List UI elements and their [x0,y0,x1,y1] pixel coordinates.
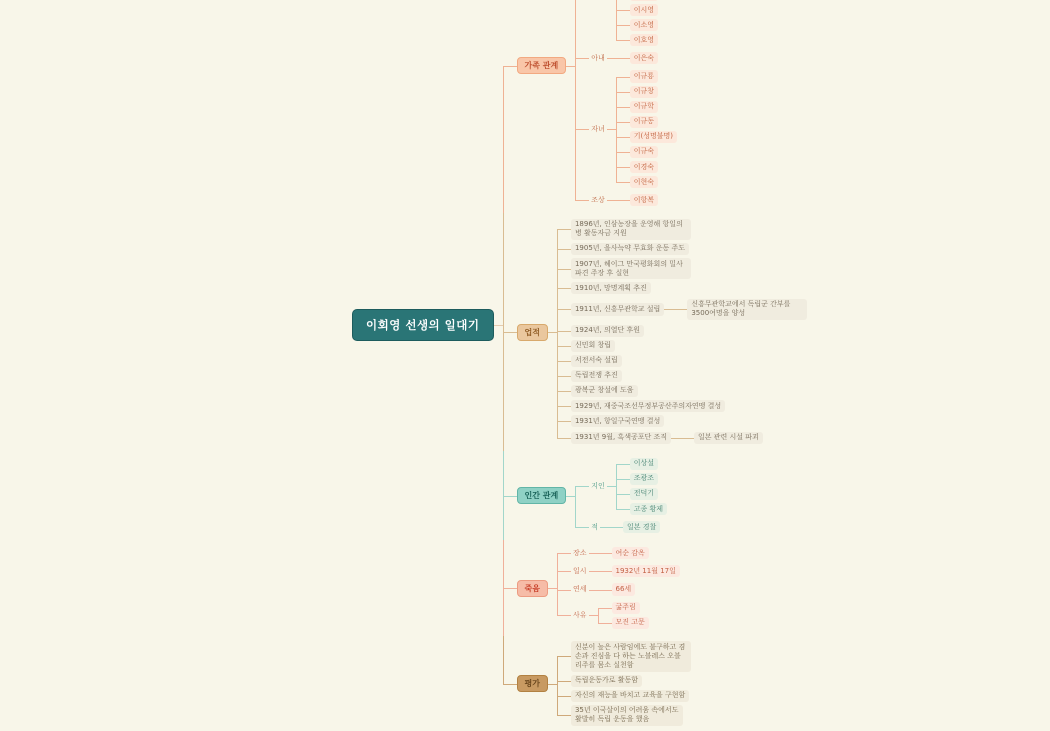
mindmap-node-wrap [616,33,658,48]
branch-relationships-wrap [503,451,808,540]
node-connector-anchor [571,282,651,294]
mindmap-node-wrap [557,414,807,429]
leaf-node[interactable]: 1910년, 망명계획 추진 [571,282,651,294]
leaf-node[interactable]: 서전서숙 설립 [571,355,622,367]
mindmap-node-wrap [616,160,677,175]
leaf-node[interactable]: 1907년, 헤이그 만국평화회의 밀사 파견 주장 후 실현 [571,258,691,279]
category-label[interactable]: 연세 [572,584,587,593]
leaf-node[interactable]: 전덕기 [630,488,658,500]
branch-evaluation-wrap [503,636,808,731]
node-connector-anchor [571,340,615,352]
mindmap-node-wrap [557,323,807,338]
node-connector-anchor [630,131,677,143]
mindmap-node-wrap [609,520,660,535]
node-connector-anchor [571,705,683,726]
mindmap-node-wrap [616,471,667,486]
branch-death[interactable]: 죽음 [517,580,548,597]
branch-achievements[interactable]: 업적 [517,324,548,341]
mindmap-node-wrap [616,69,677,84]
node-connector-anchor [630,52,658,64]
node-children [557,640,691,728]
node-connector-anchor [612,565,680,577]
leaf-node[interactable]: 신분이 높은 사람임에도 불구하고 겸손과 진심을 다 하는 노블레스 오블리주를 몸소 실천함 [571,641,691,671]
node-connector-anchor [589,522,600,533]
node-connector-anchor [589,0,607,1]
node-connector-anchor [517,324,548,341]
leaf-node[interactable]: 1911년, 신흥무관학교 설립 [571,303,664,315]
leaf-node[interactable]: 1932년 11월 17일 [612,565,680,577]
leaf-node[interactable]: 여순 감옥 [612,547,649,559]
node-connector-anchor [589,481,607,492]
category-label[interactable]: 조상 [591,195,605,204]
mindmap-node-wrap [598,615,649,630]
leaf-node[interactable]: 신흥무관학교에서 독립군 간부를 3500여명을 양성 [687,299,807,320]
mindmap-node-wrap [557,599,680,632]
node-connector-anchor [571,325,644,337]
node-children [616,69,677,190]
category-label[interactable] [589,0,607,1]
node-connector-anchor [571,400,725,412]
mindmap-node-wrap [575,49,677,67]
mindmap-node-wrap [557,281,807,296]
mindmap-node-wrap [557,640,691,673]
mindmap-node-wrap [616,144,677,159]
node-children [557,217,807,447]
node-connector-anchor [571,566,589,577]
category-label[interactable]: 지인 [591,481,605,490]
leaf-node[interactable]: 기(성명불명) [630,131,677,143]
leaf-node[interactable]: 이규룡 [630,70,658,82]
leaf-node[interactable]: 35년 이국살이의 어려움 속에서도 활발히 독립 운동을 했음 [571,705,683,726]
leaf-node[interactable] [630,0,658,1]
node-connector-anchor [612,547,649,559]
leaf-node[interactable]: 광복군 창설에 도움 [571,385,638,397]
node-connector-anchor [571,415,664,427]
leaf-node[interactable]: 이은숙 [630,52,658,64]
node-connector-anchor [630,70,658,82]
leaf-node[interactable]: 굶주림 [612,602,640,614]
mindmap-node-wrap [616,99,677,114]
mindmap-node-wrap [616,114,677,129]
mindmap-node-wrap [557,544,680,562]
node-connector-anchor [589,53,607,64]
category-label[interactable]: 사유 [572,610,587,619]
leaf-node[interactable]: 이규숙 [630,146,658,158]
mindmap-node-wrap [680,430,763,445]
leaf-node[interactable]: 66세 [612,583,636,595]
node-connector-anchor [517,675,548,692]
leaf-node[interactable]: 이소영 [630,19,658,31]
node-connector-anchor [571,432,671,444]
leaf-node[interactable]: 1929년, 재중국조선무정부공산주의자연맹 결성 [571,400,725,412]
node-connector-anchor [352,309,494,341]
node-connector-anchor [630,34,658,46]
mindmap-node-wrap [616,175,677,190]
mindmap-node-wrap [557,217,807,241]
mindmap-node-wrap [616,502,667,517]
node-children [503,0,808,731]
mindmap-node-wrap [575,191,677,209]
node-connector-anchor [571,584,589,595]
leaf-node[interactable]: 자신의 재능을 바치고 교육을 구현함 [571,690,689,702]
mindmap-node-wrap [557,429,807,447]
leaf-node[interactable]: 1896년, 인삼농장을 운영해 항일의병 활동자금 지원 [571,219,691,240]
node-children [616,0,658,48]
node-connector-anchor [517,487,567,504]
leaf-node[interactable]: 이항복 [630,194,658,206]
node-connector-anchor [630,101,658,113]
mindmap-node-wrap [557,296,807,323]
branch-family[interactable]: 가족 관계 [517,57,567,74]
node-connector-anchor [630,503,667,515]
mindmap-node-wrap [616,3,658,18]
leaf-node[interactable]: 1924년, 의열단 후원 [571,325,644,337]
leaf-node[interactable]: 이시영 [630,4,658,16]
branch-death-wrap [503,540,808,635]
leaf-node[interactable]: 이경숙 [630,161,658,173]
mindmap-node-wrap [557,383,807,398]
node-connector-anchor [630,4,658,16]
node-children [680,430,763,445]
leaf-node[interactable]: 이규학 [630,101,658,113]
node-connector-anchor [612,583,636,595]
node-children [598,546,649,561]
node-connector-anchor [571,303,664,315]
leaf-node[interactable]: 이호영 [630,34,658,46]
leaf-node[interactable]: 이현숙 [630,176,658,188]
mindmap-node-wrap [575,0,677,49]
category-label[interactable]: 일시 [572,566,587,575]
node-connector-anchor [571,219,691,240]
main-topic-wrap [352,0,807,731]
leaf-node[interactable]: 이규동 [630,116,658,128]
mindmap-canvas [352,0,807,724]
node-connector-anchor [630,116,658,128]
node-connector-anchor [571,385,638,397]
leaf-node[interactable]: 일본 경찰 [623,521,660,533]
leaf-node[interactable]: 모진 고문 [612,617,649,629]
node-connector-anchor [571,548,589,559]
branch-family-wrap [503,0,808,213]
mindmap-node-wrap [616,193,658,208]
branch-achievements-wrap [503,213,808,451]
node-children [598,600,649,630]
mindmap-node-wrap [598,600,649,615]
mindmap-node-wrap [616,51,658,66]
node-connector-anchor [612,602,640,614]
leaf-node[interactable]: 이규창 [630,86,658,98]
mindmap-node-wrap [673,297,807,321]
node-connector-anchor [630,146,658,158]
node-children [575,455,667,536]
mindmap-node-wrap [557,562,680,580]
node-connector-anchor [630,194,658,206]
mindmap-node-wrap [575,455,667,518]
node-children [598,582,636,597]
node-connector-anchor [571,610,589,621]
main-topic[interactable]: 이회영 선생의 일대기 [352,309,494,341]
mindmap-node-wrap [616,456,667,471]
node-connector-anchor [630,473,658,485]
node-connector-anchor [630,161,658,173]
mindmap-node-wrap [557,703,691,727]
mindmap-node-wrap [598,564,680,579]
node-connector-anchor [589,124,607,135]
mindmap-node-wrap [616,84,677,99]
mindmap-node-wrap [598,582,636,597]
category-label[interactable]: 자녀 [591,124,605,133]
leaf-node[interactable]: 고종 황제 [630,503,667,515]
mindmap-node-wrap [575,67,677,191]
node-children [609,520,660,535]
node-connector-anchor [571,690,689,702]
node-connector-anchor [612,617,649,629]
node-connector-anchor [694,432,763,444]
leaf-node[interactable]: 조광조 [630,473,658,485]
node-connector-anchor [630,176,658,188]
node-connector-anchor [630,488,658,500]
node-connector-anchor [517,57,567,74]
mindmap-node-wrap [557,338,807,353]
node-children [673,297,807,321]
leaf-node[interactable]: 신민회 창립 [571,340,615,352]
node-connector-anchor [571,355,622,367]
mindmap-node-wrap [557,688,691,703]
mindmap-node-wrap [616,129,677,144]
node-connector-anchor [571,258,691,279]
branch-relationships[interactable]: 인간 관계 [517,487,567,504]
node-connector-anchor [630,458,658,470]
node-connector-anchor [630,0,658,1]
mindmap-node-wrap [598,546,649,561]
node-connector-anchor [571,641,691,671]
mindmap-node-wrap [575,518,667,536]
branch-evaluation[interactable]: 평가 [517,675,548,692]
node-children [616,51,658,66]
leaf-node[interactable]: 1931년, 항일구국연맹 결성 [571,415,664,427]
mindmap-node-wrap [616,18,658,33]
node-connector-anchor [571,370,622,382]
leaf-node[interactable]: 1905년, 을사늑약 무효화 운동 주도 [571,243,689,255]
leaf-node[interactable]: 1931년 9월, 흑색공포단 조직 [571,432,671,444]
mindmap-node-wrap [557,241,807,256]
leaf-node[interactable]: 일본 관련 시설 파괴 [694,432,763,444]
node-children [598,564,680,579]
category-label[interactable]: 장소 [572,548,587,557]
node-connector-anchor [623,521,660,533]
node-children [575,0,677,209]
category-label[interactable]: 아내 [591,53,605,62]
mindmap-node-wrap [616,486,667,501]
mindmap-node-wrap [557,580,680,598]
node-connector-anchor [589,195,607,206]
leaf-node[interactable]: 독립전쟁 추진 [571,370,622,382]
node-children [557,544,680,631]
leaf-node[interactable]: 독립운동가로 활동함 [571,675,642,687]
node-children [616,456,667,516]
node-children [616,193,658,208]
category-label[interactable]: 적 [591,522,598,531]
mindmap-node-wrap [557,257,807,281]
mindmap-node-wrap [557,399,807,414]
node-connector-anchor [630,86,658,98]
node-connector-anchor [687,299,807,320]
mindmap-node-wrap [557,368,807,383]
mindmap-node-wrap [557,673,691,688]
node-connector-anchor [571,243,689,255]
mindmap-node-wrap [557,353,807,368]
node-connector-anchor [517,580,548,597]
leaf-node[interactable]: 이상설 [630,458,658,470]
node-connector-anchor [571,675,642,687]
node-connector-anchor [630,19,658,31]
